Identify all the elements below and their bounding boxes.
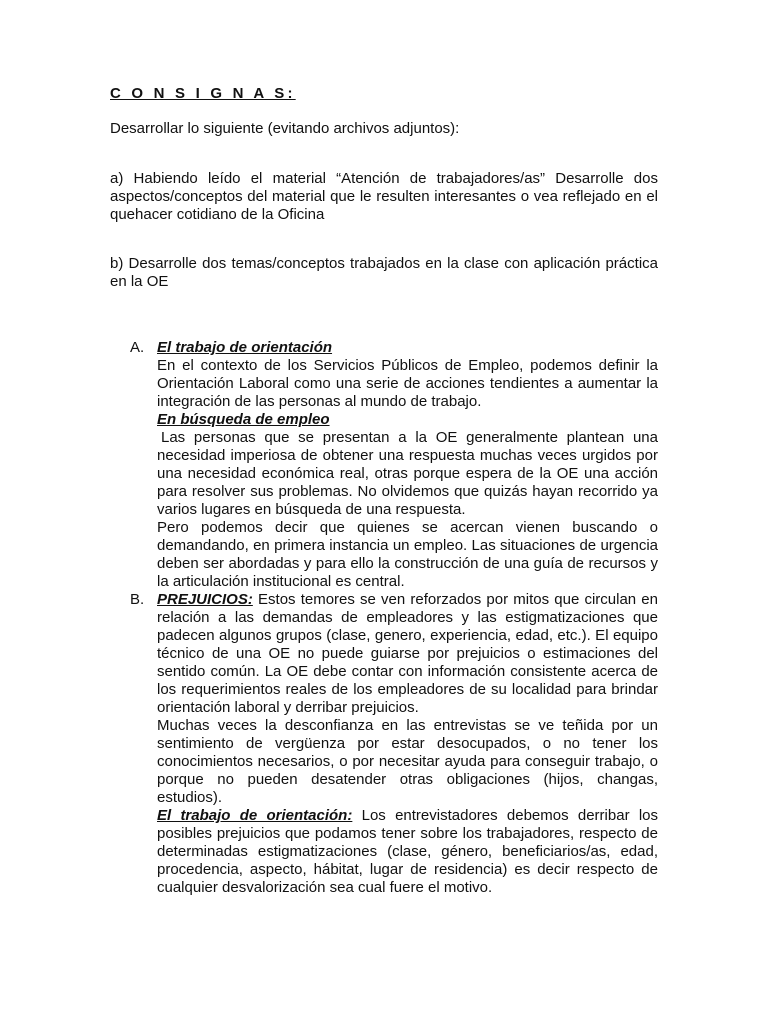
paragraph-prejuicios: Estos temores se ven reforzados por mitos que circulan en relación a las demandas de empleadores y las estigmatizaciones que padecen algunos grupos (clase, genero, experiencia, edad, etc.). El equipo técnico de una OE no puede guiarse por prejuicios o estimaciones del sentido común. La OE debe contar con información consistente acerca de los requerimientos reales de los empleadores de su localidad para brindar orientación laboral y derribar prejuicios. bbox=[157, 591, 658, 716]
paragraph-desconfianza: Muchas veces la desconfianza en las entrevistas se ve teñida por un sentimiento de vergüenza por estar desocupados, o no tener los conocimientos necesarios, o por necesitar ayuda para conseguir trabajo, o porque no pueden desatender otras obligaciones (hijos, changas, estudios). bbox=[157, 717, 658, 806]
question-b: b) Desarrolle dos temas/conceptos trabajados en la clase con aplicación práctica en la OE bbox=[110, 255, 658, 290]
document-title: C O N S I G N A S: bbox=[110, 85, 296, 102]
paragraph-demanda-empleo: Pero podemos decir que quienes se acercan vienen buscando o demandando, en primera instancia un empleo. Las situaciones de urgencia deben ser abordadas y para ello la construcción de una guía de recursos y la articulación institucional es central. bbox=[157, 519, 658, 590]
answer-list bbox=[130, 339, 658, 897]
paragraph-orientacion-laboral: En el contexto de los Servicios Públicos de Empleo, podemos definir la Orientación Laboral como una serie de acciones tendientes a aumentar la integración de las personas al mundo de trabajo. bbox=[157, 357, 658, 410]
list-marker-b: B. bbox=[130, 591, 145, 608]
heading-trabajo-orientacion-2: El trabajo de orientación: bbox=[157, 807, 353, 824]
heading-busqueda-empleo: En búsqueda de empleo bbox=[157, 411, 330, 428]
heading-trabajo-orientacion: El trabajo de orientación bbox=[157, 339, 333, 356]
instructions-intro: Desarrollar lo siguiente (evitando archivos adjuntos): bbox=[110, 120, 460, 137]
paragraph-necesidad: Las personas que se presentan a la OE generalmente plantean una necesidad imperiosa de obtener una respuesta muchas veces urgidos por una necesidad económica real, otras porque espera de la OE una acción para resolver sus problemas. No olvidemos que quizás hayan recorrido ya varios lugares en búsqueda de una respuesta. bbox=[157, 429, 658, 518]
answer-item-a bbox=[130, 339, 658, 591]
list-marker-a: A. bbox=[130, 339, 145, 356]
answer-item-b bbox=[130, 591, 658, 897]
question-a: a) Habiendo leído el material “Atención de trabajadores/as” Desarrolle dos aspectos/conceptos del material que le resulten interesantes o vea reflejado en el quehacer cotidiano de la Oficina bbox=[110, 170, 658, 223]
paragraph-entrevistadores: Los entrevistadores debemos derribar los posibles prejuicios que podamos tener sobre los trabajadores, respecto de determinadas estigmatizaciones (clase, género, beneficiarios/as, edad, procedencia, aspecto, hábitat, lugar de residencia) es decir respecto de cualquier desvalorización sea cual fuere el motivo. bbox=[157, 807, 659, 896]
heading-prejuicios: PREJUICIOS: bbox=[157, 591, 253, 608]
